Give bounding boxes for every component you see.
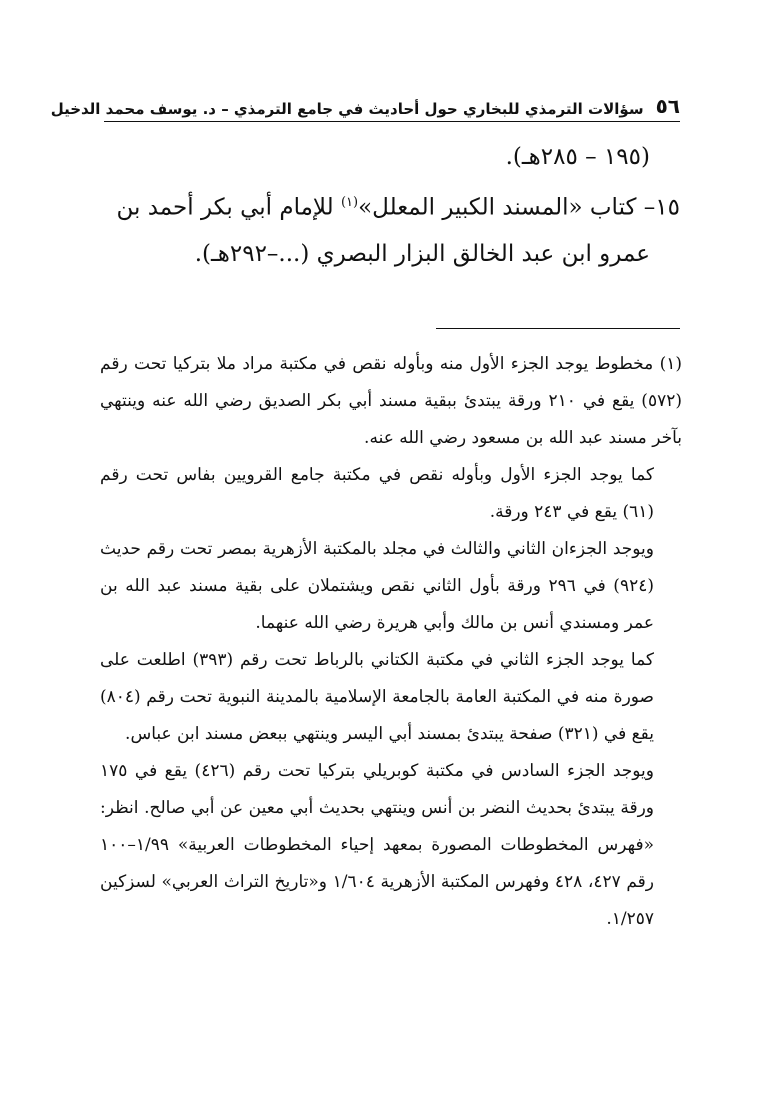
main-text xyxy=(104,134,680,277)
footnote-1-para-3: ويوجد الجزءان الثاني والثالث في مجلد بالمكتبة الأزهرية بمصر تحت رقم حديث (٩٢٤) في ٢٩٦ ورقة بأول الثاني نقص ويشتملان على بقية مسند عبد الله بن عمر ومسندي أنس بن مالك وأبي هريرة رضي الله عنهما. xyxy=(100,539,654,633)
footnote-separator xyxy=(436,328,680,329)
item-15-continuation: عمرو ابن عبد الخالق البزار البصري (...–٢٩٢هـ). xyxy=(194,240,650,267)
running-header xyxy=(50,88,680,122)
item-15-text-start: كتاب «المسند الكبير المعلل» xyxy=(358,194,637,221)
item-15-number: ١٥– xyxy=(643,194,680,221)
footnote-1-para-4: كما يوجد الجزء الثاني في مكتبة الكتاني بالرباط تحت رقم (٣٩٣) اطلعت على صورة منه في المكتبة العامة بالجامعة الإسلامية بالمدينة النبوية تحت رقم (٨٠٤) يقع في (٣٢١) صفحة يبتدئ بمسند أبي اليسر وينتهي ببعض مسند ابن عباس. xyxy=(100,650,654,744)
header-title: سؤالات الترمذي للبخاري حول أحاديث في جامع الترمذي – د. يوسف محمد الدخيل xyxy=(50,100,644,118)
footnote-1-para-2: كما يوجد الجزء الأول وبأوله نقص في مكتبة جامع القرويين بفاس تحت رقم (٦١) يقع في ٢٤٣ ورقة. xyxy=(100,465,654,522)
item-15-text-end: للإمام أبي بكر أحمد بن xyxy=(116,194,341,221)
page-number: ٥٦ xyxy=(655,94,680,118)
main-line-dates: (١٩٥ – ٢٨٥هـ). xyxy=(505,144,650,170)
footnote-marker[interactable]: (١) xyxy=(340,195,359,210)
footnote-1-para-5: ويوجد الجزء السادس في مكتبة كوبريلي بتركيا تحت رقم (٤٢٦) يقع في ١٧٥ ورقة يبتدئ بحديث النضر بن أنس وينتهي بحديث أبي معين عن أبي صالح. انظر: «فهرس المخطوطات المصورة بمعهد إحياء المخطوطات العربية» ١/٩٩–١٠٠ رقم ٤٢٧، ٤٢٨ وفهرس المكتبة الأزهرية ١/٦٠٤ و«تاريخ التراث العربي» لسزكين ١/٢٥٧. xyxy=(100,761,655,929)
footnote-1-para-1: (١) مخطوط يوجد الجزء الأول منه وبأوله نقص في مكتبة مراد ملا بتركيا تحت رقم (٥٧٢) يقع في ٢١٠ ورقة يبتدئ ببقية مسند أبي بكر الصديق رضي الله عنه وينتهي بآخر مسند عبد الله بن مسعود رضي الله عنه. xyxy=(100,354,682,448)
footnotes xyxy=(100,346,682,938)
item-15 xyxy=(104,180,680,231)
